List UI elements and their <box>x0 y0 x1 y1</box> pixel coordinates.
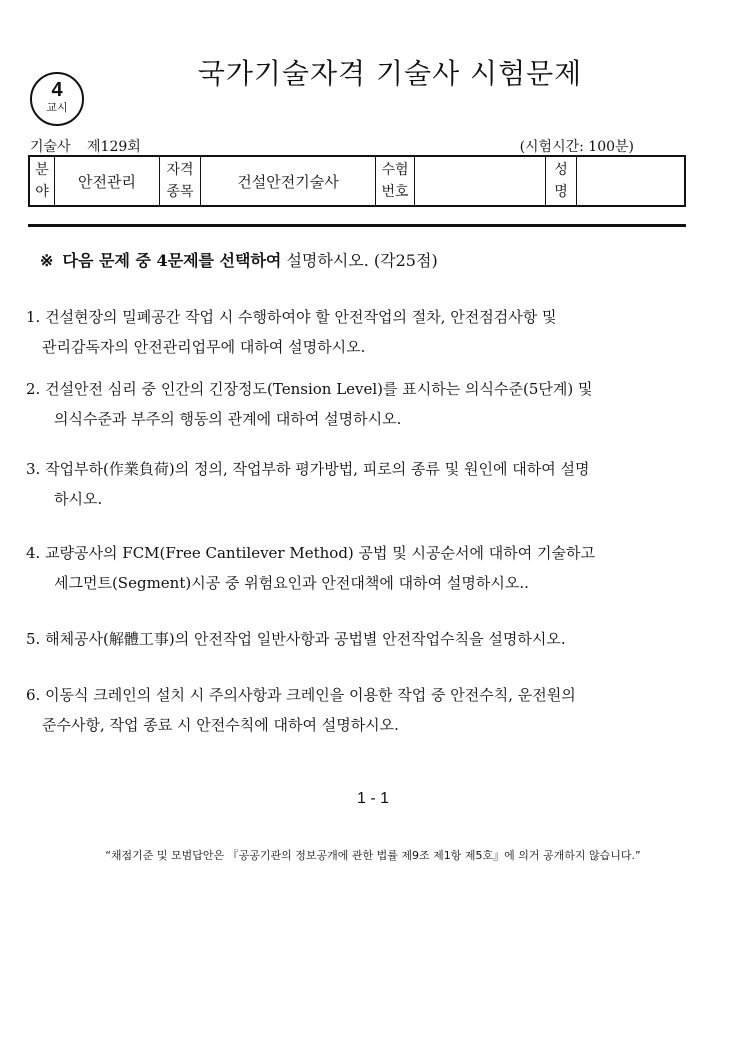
question-6: 6. 이동식 크레인의 설치 시 주의사항과 크레인을 이용한 작업 중 안전수칙, 운전원의 준수사항, 작업 종료 시 안전수칙에 대하여 설명하시오. <box>26 686 576 734</box>
question-1: 1. 건설현장의 밀폐공간 작업 시 수행하여야 할 안전작업의 절차, 안전점검사항 및 관리감독자의 안전관리업무에 대하여 설명하시오. <box>26 308 557 356</box>
category-label: 자격 종목 <box>160 156 201 206</box>
exam-meta <box>30 136 153 156</box>
exam-round: 제129회 <box>87 139 141 155</box>
disclaimer: “채점기준 및 모범답안은 『공공기관의 정보공개에 관한 법률 제9조 제1항 제5호』에 의거 공개하지 않습니다.” <box>105 849 641 862</box>
session-label: 교시 <box>46 101 68 114</box>
exam-number-field[interactable] <box>415 156 546 206</box>
page-number: 1 - 1 <box>356 790 389 807</box>
page-title: 국가기술자격 기술사 시험문제 <box>197 57 583 90</box>
question-3: 3. 작업부하(作業負荷)의 정의, 작업부하 평가방법, 피로의 종류 및 원인에 대하여 설명 하시오. <box>26 460 590 508</box>
field-label: 분 야 <box>29 156 55 206</box>
exam-number-label: 수험 번호 <box>376 156 415 206</box>
name-field[interactable] <box>577 156 686 206</box>
session-badge <box>30 72 84 126</box>
category-value: 건설안전기술사 <box>201 156 376 206</box>
exam-type: 기술사 <box>30 139 71 155</box>
field-value: 안전관리 <box>55 156 160 206</box>
reference-mark: ※ <box>40 251 54 270</box>
name-label: 성 명 <box>546 156 577 206</box>
question-5: 5. 해체공사(解體工事)의 안전작업 일반사항과 공법별 안전작업수칙을 설명하시오. <box>26 630 566 648</box>
question-4: 4. 교량공사의 FCM(Free Cantilever Method) 공법 및 시공순서에 대하여 기술하고 세그먼트(Segment)시공 중 위험요인과 안전대책에 대하여 설명하시오.. <box>26 544 595 592</box>
instruction-rest: 설명하시오. (각25점) <box>281 251 438 270</box>
exam-info-table <box>28 155 686 207</box>
exam-time: (시험시간: 100분) <box>519 139 634 155</box>
instruction-bold: 다음 문제 중 4문제를 선택하여 <box>62 251 282 270</box>
instruction <box>40 248 438 271</box>
session-number: 4 <box>51 79 63 101</box>
divider <box>28 224 686 227</box>
question-2: 2. 건설안전 심리 중 인간의 긴장정도(Tension Level)를 표시하는 의식수준(5단계) 및 의식수준과 부주의 행동의 관계에 대하여 설명하시오. <box>26 380 593 428</box>
